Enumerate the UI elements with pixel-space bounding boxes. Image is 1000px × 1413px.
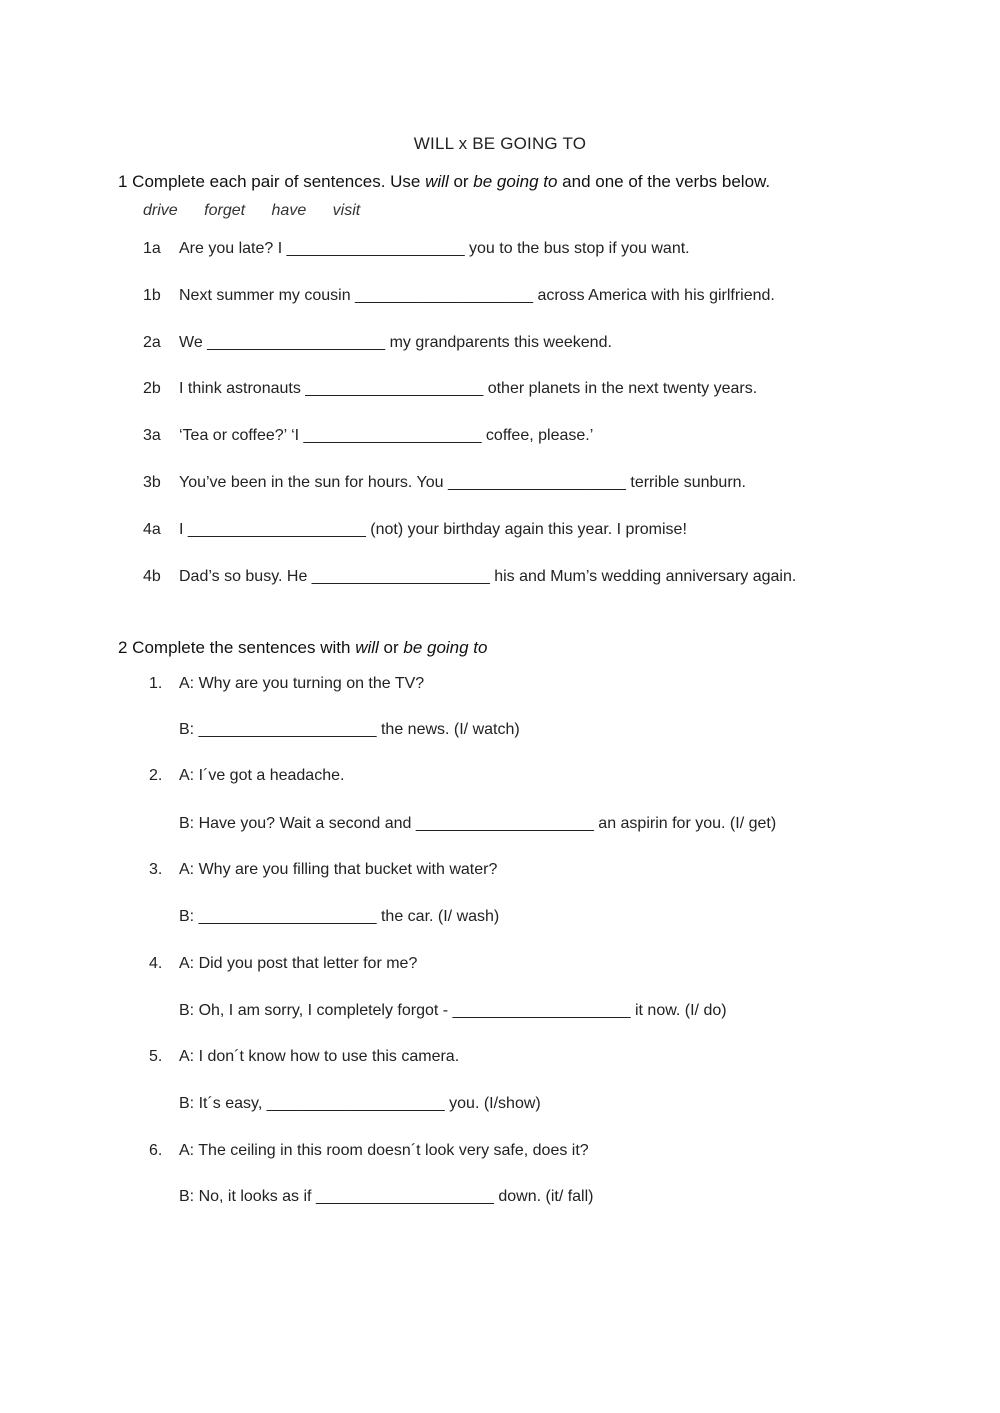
page-title: WILL x BE GOING TO (413, 134, 587, 153)
verb-item: visit (332, 202, 361, 219)
item-number: 1a (143, 240, 161, 257)
heading-emphasis-will: will (355, 638, 379, 657)
dialogue-b: B: It´s easy, ____________________ you. (I/show) (179, 1095, 541, 1112)
heading-text: or (448, 172, 474, 191)
item-sentence: ‘Tea or coffee?’ ‘I ____________________ coffee, please.’ (179, 427, 594, 444)
dialogue-b: B: ____________________ the car. (I/ wash) (179, 908, 500, 925)
item-sentence: You’ve been in the sun for hours. You ____________________ terrible sunburn. (179, 474, 746, 491)
dialogue-a: A: Why are you filling that bucket with water? (179, 861, 498, 878)
item-sentence: I think astronauts ____________________ other planets in the next twenty years. (179, 380, 758, 397)
heading-text: 2 Complete the sentences with (118, 638, 356, 657)
item-number: 1. (149, 675, 163, 692)
item-number: 3b (143, 474, 161, 491)
item-sentence: Dad’s so busy. He ____________________ his and Mum’s wedding anniversary again. (179, 568, 797, 585)
item-number: 4. (149, 955, 163, 972)
heading-emphasis-going-to: be going to (403, 638, 488, 657)
item-number: 6. (149, 1142, 163, 1159)
dialogue-a: A: I don´t know how to use this camera. (179, 1048, 460, 1065)
heading-emphasis-will: will (425, 172, 449, 191)
item-sentence: Next summer my cousin ____________________ across America with his girlfriend. (179, 287, 775, 304)
verb-item: forget (204, 202, 246, 219)
item-number: 2a (143, 334, 161, 351)
item-number: 1b (143, 287, 161, 304)
heading-emphasis-going-to: be going to (473, 172, 558, 191)
item-sentence: Are you late? I ____________________ you to the bus stop if you want. (179, 240, 690, 257)
dialogue-a: A: Did you post that letter for me? (179, 955, 418, 972)
item-number: 3. (149, 861, 163, 878)
heading-text: 1 Complete each pair of sentences. Use (118, 172, 426, 191)
dialogue-b: B: Oh, I am sorry, I completely forgot - ____________________ it now. (I/ do) (179, 1002, 727, 1019)
heading-text: or (378, 638, 404, 657)
dialogue-a: A: The ceiling in this room doesn´t look very safe, does it? (179, 1142, 589, 1159)
item-number: 4b (143, 568, 161, 585)
item-number: 2b (143, 380, 161, 397)
verb-list (143, 202, 382, 220)
item-number: 3a (143, 427, 161, 444)
dialogue-a: A: I´ve got a headache. (179, 767, 345, 784)
item-sentence: We ____________________ my grandparents this weekend. (179, 334, 612, 351)
item-number: 2. (149, 767, 163, 784)
section-1-heading (118, 172, 770, 192)
dialogue-a: A: Why are you turning on the TV? (179, 675, 425, 692)
dialogue-b: B: No, it looks as if ____________________ down. (it/ fall) (179, 1188, 594, 1205)
verb-item: drive (143, 202, 178, 219)
dialogue-b: B: ____________________ the news. (I/ watch) (179, 721, 520, 738)
section-2-heading (118, 638, 488, 658)
item-number: 4a (143, 521, 161, 538)
verb-item: have (271, 202, 307, 219)
item-sentence: I ____________________ (not) your birthday again this year. I promise! (179, 521, 687, 538)
item-number: 5. (149, 1048, 163, 1065)
heading-text: and one of the verbs below. (557, 172, 771, 191)
dialogue-b: B: Have you? Wait a second and ____________________ an aspirin for you. (I/ get) (179, 815, 777, 832)
